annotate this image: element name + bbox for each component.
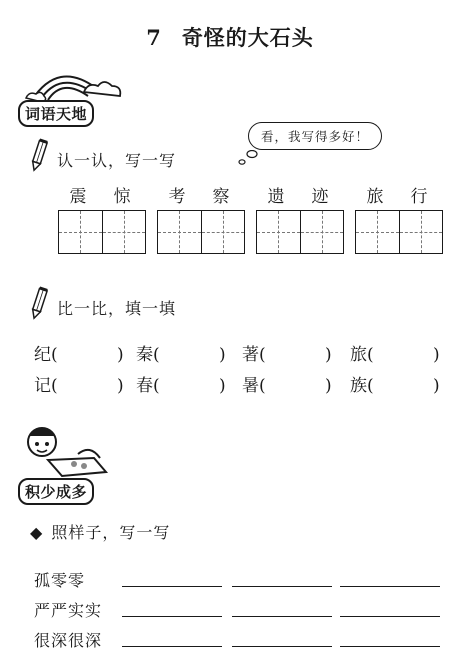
reading-child-icon: [18, 420, 118, 482]
exercise3-instruction: 照样子，写一写: [51, 523, 171, 542]
answer-line[interactable]: [122, 586, 222, 587]
writing-grid[interactable]: [58, 210, 146, 254]
answer-line[interactable]: [232, 616, 332, 617]
fill-blank[interactable]: (: [367, 376, 374, 396]
section-header-ciyu: [18, 62, 128, 124]
fill-char: 著: [242, 345, 259, 365]
fill-blank[interactable]: (: [259, 376, 266, 396]
writing-grid[interactable]: [256, 210, 344, 254]
section-badge-jishao: 积少成多: [18, 478, 94, 505]
thought-bubble: 看，我写得多好！: [248, 122, 382, 150]
rainbow-icon: [18, 62, 128, 102]
word4-char1: 旅: [366, 187, 384, 207]
answer-line[interactable]: [232, 586, 332, 587]
pencil-icon: [30, 138, 48, 172]
fill-char: 旅: [350, 345, 367, 365]
word1-char1: 震: [69, 187, 87, 207]
exercise2-instruction: 比一比，填一填: [57, 299, 177, 318]
fill-char: 纪: [34, 345, 51, 365]
fill-blank[interactable]: (: [153, 376, 160, 396]
answer-line[interactable]: [340, 586, 440, 587]
fill-blank[interactable]: (: [259, 345, 266, 365]
exercise1-instruction: 认一认，写一写: [57, 151, 177, 170]
fill-char: 秦: [136, 345, 153, 365]
phrase-row: [34, 628, 446, 651]
fill-char: 春: [136, 376, 153, 396]
lesson-number: 7: [146, 25, 162, 50]
lesson-title: 奇怪的大石头: [181, 25, 314, 50]
writing-grid[interactable]: [157, 210, 245, 254]
page-title: [0, 22, 460, 52]
phrase-example: 严严实实: [34, 601, 103, 620]
fill-blank[interactable]: (: [51, 376, 58, 396]
exercise1-grids: [58, 182, 448, 262]
fill-blank[interactable]: (: [153, 345, 160, 365]
word3-char2: 迹: [311, 187, 329, 207]
answer-line[interactable]: [122, 616, 222, 617]
fill-blank[interactable]: (: [51, 345, 58, 365]
diamond-bullet-icon: ◆: [30, 523, 44, 542]
answer-line[interactable]: [232, 646, 332, 647]
phrase-example: 很深很深: [34, 631, 103, 650]
pencil-icon: [30, 286, 48, 320]
word1-char2: 惊: [113, 187, 131, 207]
word3-char1: 遗: [267, 187, 285, 207]
phrase-example: 孤零零: [34, 571, 86, 590]
thought-bubble-tail: [236, 150, 260, 168]
answer-line[interactable]: [340, 616, 440, 617]
fill-blank[interactable]: (: [367, 345, 374, 365]
section-badge-ciyu: 词语天地: [18, 100, 94, 127]
fill-char: 暑: [242, 376, 259, 396]
fill-char: 记: [34, 376, 51, 396]
phrase-row: [34, 568, 446, 591]
word4-char2: 行: [410, 187, 428, 207]
word2-char1: 考: [168, 187, 186, 207]
phrase-row: [34, 598, 446, 621]
answer-line[interactable]: [122, 646, 222, 647]
writing-grid[interactable]: [355, 210, 443, 254]
fill-char: 族: [350, 376, 367, 396]
section-header-jishao: [14, 420, 124, 502]
exercise3-instruction-row: [30, 520, 170, 543]
word2-char2: 察: [212, 187, 230, 207]
answer-line[interactable]: [340, 646, 440, 647]
